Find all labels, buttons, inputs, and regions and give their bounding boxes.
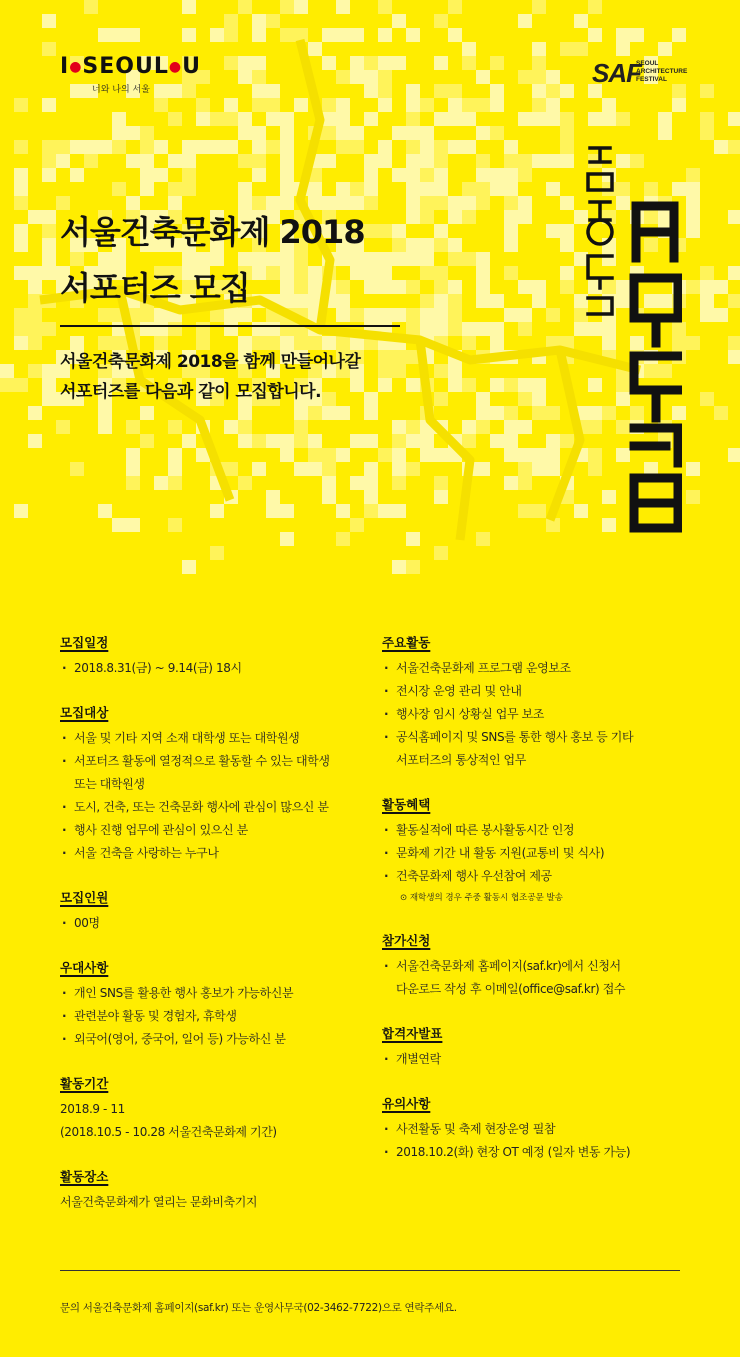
section-heading: 모집대상	[60, 705, 109, 720]
list-item: · 공식홈페이지 및 SNS를 통한 행사 홍보 등 기타 서포터즈의 통상적인 업무	[382, 726, 712, 772]
section-heading: 우대사항	[60, 960, 109, 975]
list-item: · 개인 SNS를 활용한 행사 홍보가 가능하신분	[60, 982, 390, 1005]
intro-text: 서울건축문화제 2018을 함께 만들어나갈 서포터즈를 다음과 같이 모집합니다.	[60, 352, 361, 402]
list-item: · 서포터즈 활동에 열정적으로 활동할 수 있는 대학생 또는 대학원생	[60, 750, 390, 796]
section-heading: 참가신청	[382, 933, 431, 948]
section-heading: 합격자발표	[382, 1026, 443, 1041]
list-item: · 전시장 운영 관리 및 안내	[382, 680, 712, 703]
vertical-festival-logo-artwork	[574, 128, 682, 552]
list-item: · 사전활동 및 축제 현장운영 필참	[382, 1118, 712, 1141]
left-info-column	[60, 632, 390, 1236]
saf-logo-mark: SAF	[592, 58, 641, 88]
i-seoul-u-logo: I●SEOUL●U	[60, 54, 201, 79]
list-item: · 2018.8.31(금) ~ 9.14(금) 18시	[60, 657, 390, 680]
place-text: 서울건축문화제가 열리는 문화비축기지	[60, 1195, 258, 1209]
section-application	[382, 930, 712, 1001]
list-item: · 2018.10.2(화) 현장 OT 예정 (일자 변동 가능)	[382, 1141, 712, 1164]
list-item: · 서울건축문화제 프로그램 운영보조	[382, 657, 712, 680]
list-item: · 활동실적에 따른 봉사활동시간 인정	[382, 819, 712, 842]
section-heading: 모집일정	[60, 635, 109, 650]
section-heading: 활동기간	[60, 1076, 109, 1091]
section-announcement	[382, 1023, 712, 1071]
section-preference	[60, 957, 390, 1051]
section-heading: 활동장소	[60, 1169, 109, 1184]
section-recruit-schedule	[60, 632, 390, 680]
title-divider	[60, 325, 400, 327]
benefit-note: ⊙ 재학생의 경우 주중 활동시 협조공문 발송	[400, 893, 563, 903]
list-item: · 개별연락	[382, 1048, 712, 1071]
footer-contact: 문의 서울건축문화제 홈페이지(saf.kr) 또는 운영사무국(02-3462-7722)으로 연락주세요.	[60, 1302, 457, 1314]
section-benefits	[382, 794, 712, 908]
section-heading: 모집인원	[60, 890, 109, 905]
seoul-logo-tagline: 너와 나의 서울	[92, 85, 150, 95]
section-heading: 활동혜택	[382, 797, 431, 812]
section-recruit-target	[60, 702, 390, 865]
section-recruit-count	[60, 887, 390, 935]
list-item: · 00명	[60, 912, 390, 935]
section-heading: 주요활동	[382, 635, 431, 650]
section-activity-period	[60, 1073, 390, 1144]
list-item: · 문화제 기간 내 활동 지원(교통비 및 식사)	[382, 842, 712, 865]
footer-divider	[60, 1270, 680, 1271]
section-main-activities	[382, 632, 712, 772]
list-item: · 도시, 건축, 또는 건축문화 행사에 관심이 많으신 분	[60, 796, 390, 819]
page-title: 서울건축문화제 2018 서포터즈 모집	[60, 213, 365, 307]
period-detail-text: (2018.10.5 - 10.28 서울건축문화제 기간)	[60, 1125, 277, 1139]
period-text: 2018.9 - 11	[60, 1102, 125, 1116]
list-item: · 서울 건축을 사랑하는 누구나	[60, 842, 390, 865]
list-item: · 관련분야 활동 및 경험자, 휴학생	[60, 1005, 390, 1028]
list-item: · 서울 및 기타 지역 소재 대학생 또는 대학원생	[60, 727, 390, 750]
section-activity-place	[60, 1166, 390, 1214]
section-notes	[382, 1093, 712, 1164]
list-item: · 서울건축문화제 홈페이지(saf.kr)에서 신청서 다운로드 작성 후 이메일(office@saf.kr) 접수	[382, 955, 712, 1001]
section-heading: 유의사항	[382, 1096, 431, 1111]
list-item: · 행사장 임시 상황실 업무 보조	[382, 703, 712, 726]
list-item: · 행사 진행 업무에 관심이 있으신 분	[60, 819, 390, 842]
right-info-column	[382, 632, 712, 1186]
list-item: · 외국어(영어, 중국어, 일어 등) 가능하신 분	[60, 1028, 390, 1051]
saf-logo-text: SEOUL ARCHITECTURE FESTIVAL	[636, 60, 688, 83]
list-item: · 건축문화제 행사 우선참여 제공	[382, 865, 712, 888]
